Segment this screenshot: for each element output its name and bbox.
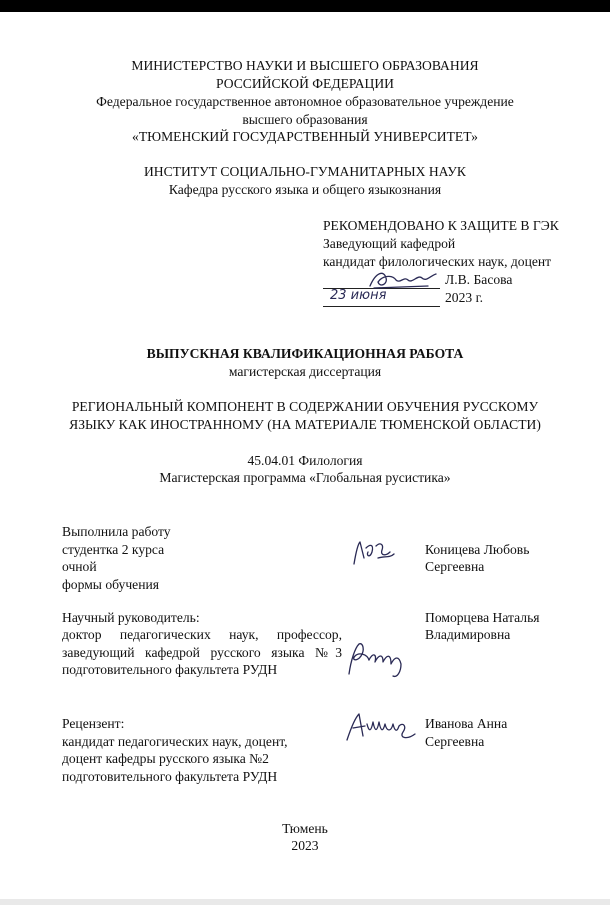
supervisor-label: Научный руководитель: (62, 610, 200, 625)
ministry-line-2: РОССИЙСКОЙ ФЕДЕРАЦИИ (215, 76, 394, 91)
supervisor-name-line-2: Владимировна (425, 627, 511, 642)
institution-line-2: высшего образования (242, 112, 368, 127)
reviewer-line-3: подготовительного факультета РУДН (62, 769, 278, 784)
bottom-edge (0, 899, 610, 905)
work-subtype: магистерская диссертация (228, 364, 382, 379)
approval-year: 2023 г. (445, 290, 484, 305)
reviewer-line-1: кандидат педагогических наук, доцент, (62, 734, 288, 749)
author-label-line-3: очной (62, 559, 97, 574)
approval-position: Заведующий кафедрой (323, 236, 456, 251)
institute-name: ИНСТИТУТ СОЦИАЛЬНО-ГУМАНИТАРНЫХ НАУК (143, 164, 466, 179)
program-name: Магистерская программа «Глобальная русистика» (159, 470, 451, 485)
reviewer-signature (345, 710, 417, 744)
author-signature (350, 538, 398, 568)
footer-city: Тюмень (282, 821, 328, 836)
reviewer-line-2: доцент кафедры русского языка №2 (62, 751, 269, 766)
work-title-line-2: ЯЗЫКУ КАК ИНОСТРАННОМУ (НА МАТЕРИАЛЕ ТЮМЕНСКОЙ ОБЛАСТИ) (69, 417, 541, 432)
author-name-line-2: Сергеевна (425, 559, 485, 574)
department-name: Кафедра русского языка и общего языкознания (168, 182, 442, 197)
institution-line-1: Федеральное государственное автономное образовательное учреждение (96, 94, 514, 109)
top-dark-border (0, 0, 610, 12)
footer-year: 2023 (291, 838, 319, 853)
work-title-line-1: РЕГИОНАЛЬНЫЙ КОМПОНЕНТ В СОДЕРЖАНИИ ОБУЧЕНИЯ РУССКОМУ (71, 399, 539, 414)
approval-name: Л.В. Басова (445, 272, 513, 287)
author-name-line-1: Коницева Любовь (425, 542, 530, 557)
reviewer-name-line-2: Сергеевна (425, 734, 485, 749)
ministry-line-1: МИНИСТЕРСТВО НАУКИ И ВЫСШЕГО ОБРАЗОВАНИЯ (131, 58, 479, 73)
specialty-code: 45.04.01 Филология (247, 453, 363, 468)
approval-degree: кандидат филологических наук, доцент (323, 254, 552, 269)
author-label-line-4: формы обучения (62, 577, 159, 592)
supervisor-line-2: заведующий кафедрой русского языка №3 (62, 645, 342, 660)
supervisor-name-line-1: Поморцева Наталья (425, 610, 540, 625)
author-label-line-2: студентка 2 курса (62, 542, 165, 557)
supervisor-line-3: подготовительного факультета РУДН (62, 662, 278, 677)
reviewer-label: Рецензент: (62, 716, 125, 731)
supervisor-line-1: доктор педагогических наук, профессор, (62, 627, 342, 642)
approval-title: РЕКОМЕНДОВАНО К ЗАЩИТЕ В ГЭК (323, 218, 559, 233)
reviewer-name-line-1: Иванова Анна (425, 716, 508, 731)
supervisor-signature (345, 640, 407, 680)
work-type: ВЫПУСКНАЯ КВАЛИФИКАЦИОННАЯ РАБОТА (146, 346, 464, 361)
approval-date-handwritten: 23 июня (330, 288, 387, 303)
author-label-line-1: Выполнила работу (62, 524, 171, 539)
university-name: «ТЮМЕНСКИЙ ГОСУДАРСТВЕННЫЙ УНИВЕРСИТЕТ» (132, 129, 478, 144)
date-underline (323, 306, 440, 307)
